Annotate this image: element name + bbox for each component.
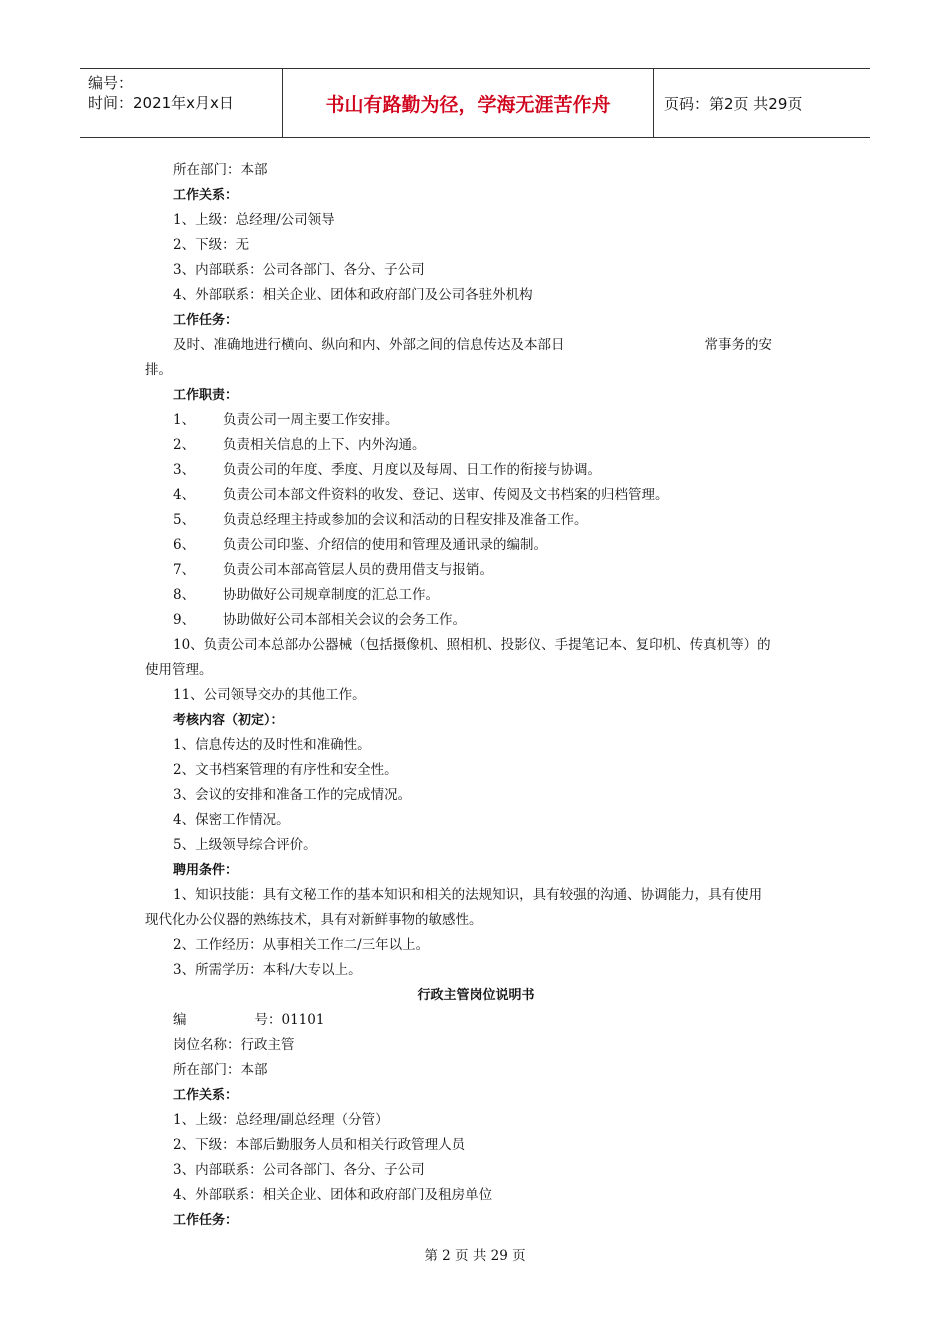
section-heading-tasks: 工作任务： — [173, 1213, 239, 1228]
relation-superior: 1、上级：总经理/公司领导 — [173, 212, 335, 228]
duty-text: 负责公司一周主要工作安排。 — [223, 412, 399, 428]
position-name-line: 岗位名称：行政主管 — [173, 1037, 295, 1053]
duty-text: 负责公司本部文件资料的收发、登记、送审、传阅及文书档案的归档管理。 — [223, 487, 669, 503]
task-text-part-2: 常事务的安 — [704, 337, 772, 353]
position-number-line — [145, 1008, 807, 1033]
duty-text: 负责公司印鉴、介绍信的使用和管理及通讯录的编制。 — [223, 537, 547, 553]
page-header — [80, 68, 870, 138]
duty-text: 负责公司的年度、季度、月度以及每周、日工作的衔接与协调。 — [223, 462, 601, 478]
requirement-experience: 2、工作经历：从事相关工作二/三年以上。 — [173, 937, 430, 953]
duty-number: 8、 — [173, 587, 196, 603]
duty-text: 负责相关信息的上下、内外沟通。 — [223, 437, 426, 453]
number-label-part-2: 号：01101 — [254, 1012, 325, 1028]
number-label-part-1: 编 — [173, 1012, 187, 1028]
document-number-label: 编号： — [88, 74, 134, 92]
requirement-education: 3、所需学历：本科/大专以上。 — [173, 962, 362, 978]
duty-item — [145, 558, 807, 583]
assessment-item: 3、会议的安排和准备工作的完成情况。 — [173, 787, 412, 803]
relation-internal: 3、内部联系：公司各部门、各分、子公司 — [173, 1162, 425, 1178]
duty-number: 3、 — [173, 462, 196, 478]
relation-subordinate: 2、下级：无 — [173, 237, 250, 253]
duty-number: 1、 — [173, 412, 196, 428]
section-title-admin-supervisor: 行政主管岗位说明书 — [417, 988, 535, 1003]
section-heading-relations: 工作关系： — [173, 188, 239, 203]
duty-item — [145, 608, 807, 633]
duty-number: 5、 — [173, 512, 196, 528]
assessment-item: 4、保密工作情况。 — [173, 812, 290, 828]
task-line-2: 排。 — [145, 362, 172, 378]
duty-number: 7、 — [173, 562, 196, 578]
document-time: 时间：2021年x月x日 — [88, 94, 234, 112]
duty-item-11: 11、公司领导交办的其他工作。 — [173, 687, 366, 703]
header-page-number: 页码：第2页 共29页 — [664, 94, 803, 113]
duty-item — [145, 433, 807, 458]
header-meta — [80, 69, 282, 137]
assessment-item: 1、信息传达的及时性和准确性。 — [173, 737, 371, 753]
duty-text: 负责公司本部高管层人员的费用借支与报销。 — [223, 562, 493, 578]
duty-number: 4、 — [173, 487, 196, 503]
task-line-1 — [145, 333, 807, 358]
section-heading-assessment: 考核内容（初定）： — [173, 713, 284, 728]
duty-item — [145, 483, 807, 508]
relation-external: 4、外部联系：相关企业、团体和政府部门及租房单位 — [173, 1187, 493, 1203]
duty-number: 9、 — [173, 612, 196, 628]
section-heading-relations: 工作关系： — [173, 1088, 239, 1103]
duty-text: 负责总经理主持或参加的会议和活动的日程安排及准备工作。 — [223, 512, 588, 528]
document-body — [145, 158, 807, 1233]
assessment-item: 5、上级领导综合评价。 — [173, 837, 317, 853]
section-heading-duties: 工作职责： — [173, 388, 239, 403]
header-motto: 书山有路勤为径，学海无涯苦作舟 — [282, 69, 654, 137]
relation-superior: 1、上级：总经理/副总经理（分管） — [173, 1112, 389, 1128]
duty-item — [145, 583, 807, 608]
duty-number: 2、 — [173, 437, 196, 453]
relation-subordinate: 2、下级：本部后勤服务人员和相关行政管理人员 — [173, 1137, 466, 1153]
assessment-item: 2、文书档案管理的有序性和安全性。 — [173, 762, 398, 778]
duty-text: 协助做好公司规章制度的汇总工作。 — [223, 587, 439, 603]
duty-item-10-cont: 使用管理。 — [145, 662, 213, 678]
duty-item — [145, 408, 807, 433]
duty-item — [145, 533, 807, 558]
duty-item-10: 10、负责公司本总部办公器械（包括摄像机、照相机、投影仪、手提笔记本、复印机、传真机等）的 — [173, 637, 771, 653]
relation-internal: 3、内部联系：公司各部门、各分、子公司 — [173, 262, 425, 278]
section-heading-tasks: 工作任务： — [173, 313, 239, 328]
relation-external: 4、外部联系：相关企业、团体和政府部门及公司各驻外机构 — [173, 287, 533, 303]
duty-text: 协助做好公司本部相关会议的会务工作。 — [223, 612, 466, 628]
requirement-skills-cont: 现代化办公仪器的熟练技术，具有对新鲜事物的敏感性。 — [145, 912, 483, 928]
task-text-part-1: 及时、准确地进行横向、纵向和内、外部之间的信息传达及本部日 — [173, 337, 565, 353]
page-footer: 第 2 页 共 29 页 — [424, 1248, 526, 1264]
duty-item — [145, 458, 807, 483]
duty-item — [145, 508, 807, 533]
duty-number: 6、 — [173, 537, 196, 553]
section-heading-requirements: 聘用条件： — [173, 863, 239, 878]
department-line: 所在部门：本部 — [173, 162, 268, 178]
requirement-skills: 1、知识技能：具有文秘工作的基本知识和相关的法规知识，具有较强的沟通、协调能力，具有使用 — [173, 887, 763, 903]
department-line: 所在部门：本部 — [173, 1062, 268, 1078]
